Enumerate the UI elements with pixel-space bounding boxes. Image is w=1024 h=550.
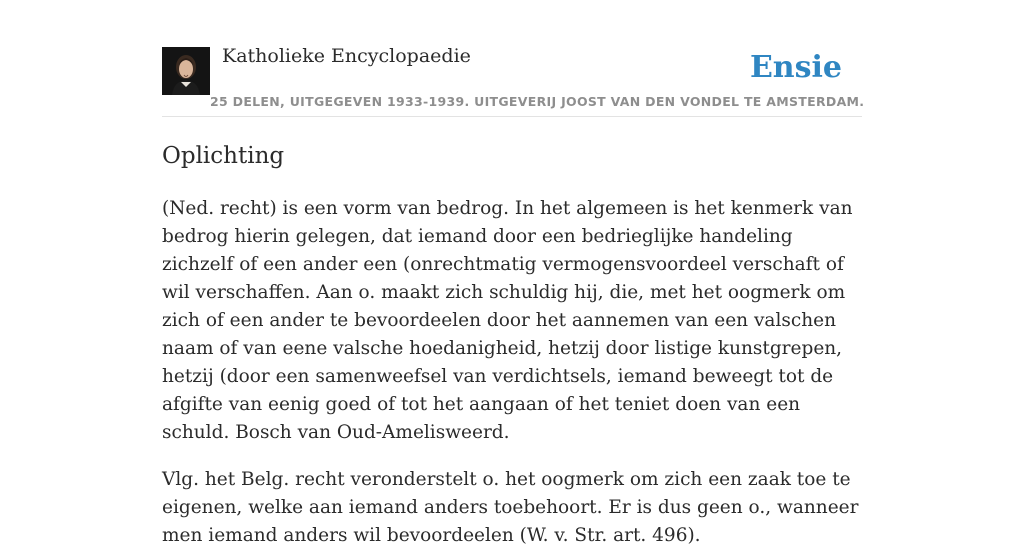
source-subtitle: 25 DELEN, UITGEGEVEN 1933-1939. UITGEVERIJ JOOST VAN DEN VONDEL TE AMSTERDAM.	[210, 94, 865, 109]
article-title: Oplichting	[162, 143, 285, 169]
page-container	[162, 0, 865, 550]
brand-logo[interactable]: Ensie	[749, 50, 842, 85]
source-title[interactable]: Katholieke Encyclopaedie	[222, 45, 471, 67]
source-header	[162, 0, 865, 117]
source-avatar[interactable]	[162, 47, 210, 95]
article-paragraph-1: (Ned. recht) is een vorm van bedrog. In het algemeen is het kenmerk van bedrog hierin gelegen, dat iemand door een bedrieglijke handeling zichzelf of een ander een (onrechtmatig vermogensvoordeel verschaft of wil verschaffen. Aan o. maakt zich schuldig hij, die, met het oogmerk om zich of een ander te bevoordeelen door het aannemen van een valschen naam of van eene valsche hoedanigheid, hetzij door listige kunstgrepen, hetzij (door een samenweefsel van verdichtsels, iemand beweegt tot de afgifte van eenig goed of tot het aangaan of het teniet doen van een schuld. Bosch van Oud-Amelisweerd.	[162, 198, 853, 443]
article-paragraph-2: Vlg. het Belg. recht veronderstelt o. het oogmerk om zich een zaak toe te eigenen, welke aan iemand anders toebehoort. Er is dus geen o., wanneer men iemand anders wil bevoordeelen (W. v. Str. art. 496).	[162, 469, 859, 546]
portrait-icon	[162, 47, 210, 95]
